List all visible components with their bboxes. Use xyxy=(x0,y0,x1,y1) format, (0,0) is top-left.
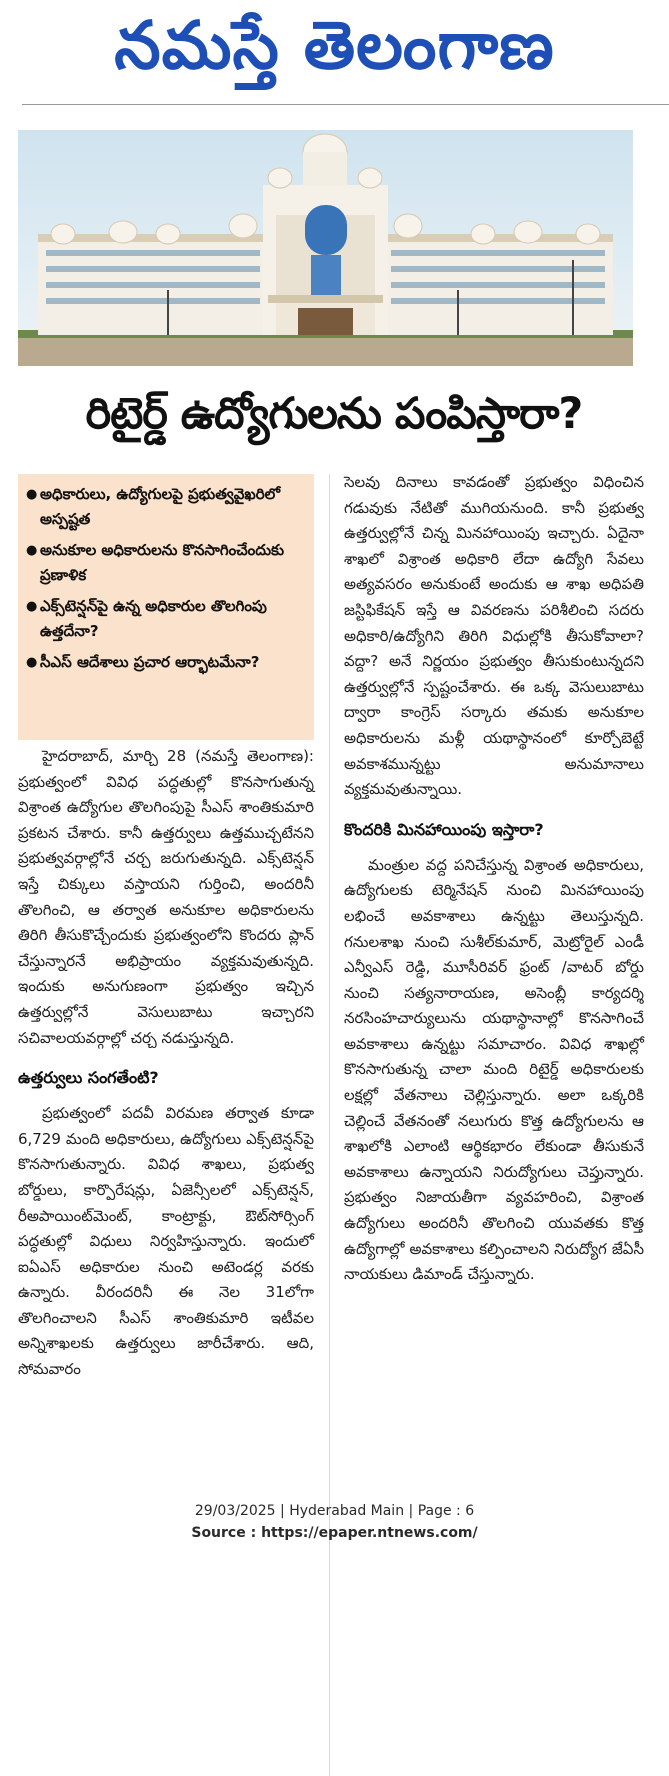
footer-dateline: 29/03/2025 | Hyderabad Main | Page : 6 xyxy=(194,1503,475,1519)
highlight-text: అనుకూల అధికారులను కొనసాగించేందుకు ప్రణాళిక xyxy=(40,541,285,584)
page-footer xyxy=(0,1500,669,1544)
body-paragraph: ప్రభుత్వంలో పదవీ విరమణ తర్వాత కూడా 6,729 మంది అధికారులు, ఉద్యోగులు ఎక్స్‌టెన్షన్‌పై కొనసాగుతున్నారు. వివిధ శాఖలు, ప్రభుత్వ బోర్డులు, కార్పొరేషన్లు, ఏజెన్సీలలో ఎక్స్‌టెన్షన్, రీఅపాయింట్‌మెంట్, కాంట్రాక్టు, ఔట్‌సోర్సింగ్ పద్ధతుల్లో విధులు నిర్వహిస్తున్నారు. ఇందులో ఐఏఎస్ అధికారుల నుంచి అటెండర్ల వరకు ఉన్నారు. వీరందరినీ ఈ నెల 31లోగా తొలగించాలని సీఎస్ శాంతికుమారి ఇటీవల అన్నిశాఖలకు ఉత్తర్వులు జారీచేశారు. ఆది, సోమవారం xyxy=(18,1104,314,1379)
section-subheading: ఉత్తర్వులు సంగతేంటి? xyxy=(18,1068,159,1088)
article-headline: రిటైర్డ్ ఉద్యోగులను పంపిస్తారా? xyxy=(85,389,583,439)
highlight-text: ఎక్స్‌టెన్షన్‌పై ఉన్న అధికారుల తొలగింపు ఉత్తదేనా? xyxy=(40,597,267,640)
highlight-item xyxy=(26,594,308,644)
bullet-icon: ● xyxy=(26,543,38,558)
article-photo xyxy=(18,130,633,366)
newspaper-title: నమస్తే తెలంగాణ xyxy=(114,7,555,84)
article-column-left xyxy=(18,744,314,1383)
secretariat-building-image xyxy=(18,130,633,366)
body-paragraph: మంత్రుల వద్ద పనిచేస్తున్న విశ్రాంత అధికారులు, ఉద్యోగులకు టెర్మినేషన్ నుంచి మినహాయింపు లభించే అవకాశాలు ఉన్నట్టు తెలుస్తున్నది. గనులశాఖ నుంచి సుశీల్‌కుమార్, మెట్రోరైల్ ఎండీ ఎన్వీఎస్ రెడ్డి, మూసీరివర్ ఫ్రంట్ /వాటర్ బోర్డు నుంచి సత్యనారాయణ, అసెంబ్లీ కార్యదర్శి నరసింహచార్యులును యథాస్థానాల్లో కొనసాగించే అవకాశాలు ఉన్నట్టు సమాచారం. వివిధ శాఖల్లో కొనసాగుతున్న చాలా మంది రిటైర్డ్ అధికారులకు లక్షల్లో వేతనాలు చెల్లిస్తున్నారు. అలా ఒక్కరికి చెల్లించే వేతనంతో నలుగురు కొత్త ఉద్యోగులను ఆ శాఖలోకి ఎలాంటి ఆర్థికభారం లేకుండా తీసుకునే అవకాశాలు ఉన్నాయని నిరుద్యోగులు చెప్తున్నారు. ప్రభుత్వం నిజాయతీగా వ్యవహరించి, విశ్రాంత ఉద్యోగులు అందరినీ తొలగించి యువతకు కొత్త ఉద్యోగాల్లో అవకాశాలు కల్పించాలని నిరుద్యోగ జేఏసీ నాయకులు డిమాండ్ చేస్తున్నారు. xyxy=(344,855,644,1284)
highlight-text: సీఎస్ ఆదేశాలు ప్రచార ఆర్భాటమేనా? xyxy=(40,653,260,671)
body-paragraph: హైదరాబాద్, మార్చి 28 (నమస్తే తెలంగాణ): ప్రభుత్వంలో వివిధ పద్ధతుల్లో కొనసాగుతున్న విశ్రాంత ఉద్యోగుల తొలగింపుపై సీఎస్ శాంతికుమారి ప్రకటన చేశారు. కానీ ఉత్తర్వులు ఉత్తముచ్చటేనని ప్రభుత్వవర్గాల్లోనే చర్చ జరుగుతున్నది. ఎక్స్‌టెన్షన్ ఇస్తే చిక్కులు వస్తాయని గుర్తించి, అందరినీ తొలగించి, ఆ తర్వాత అనుకూల అధికారులను తిరిగి తీసుకొచ్చేందుకు ప్రభుత్వంలోని కొందరు ప్లాన్ చేస్తున్నారనే అభిప్రాయం వ్యక్తమవుతున్నది. ఇందుకు అనుగుణంగా ప్రభుత్వం ఇచ్చిన ఉత్తర్వుల్లోనే వెసులుబాటు ఇచ్చారని సచివాలయవర్గాల్లో చర్చ నడుస్తున్నది. xyxy=(18,747,314,1047)
bullet-icon: ● xyxy=(26,599,38,614)
column-divider xyxy=(329,474,330,1776)
highlights-box xyxy=(18,474,314,740)
article-column-right xyxy=(344,470,644,1288)
highlight-item xyxy=(26,538,308,588)
highlight-text: అధికారులు, ఉద్యోగులపై ప్రభుత్వవైఖరిలో అస్పష్టత xyxy=(40,485,281,528)
highlight-item xyxy=(26,482,308,532)
bullet-icon: ● xyxy=(26,655,38,670)
masthead xyxy=(0,0,669,106)
body-paragraph: సెలవు దినాలు కావడంతో ప్రభుత్వం విధించిన గడువుకు నేటితో ముగియనుంది. కానీ ప్రభుత్వ ఉత్తర్వుల్లోనే చిన్న మినహాయింపు ఇచ్చారు. ఏదైనా శాఖలో విశ్రాంత అధికారి లేదా ఉద్యోగి సేవలు అత్యవసరం అనుకుంటే అందుకు ఆ శాఖ అధిపతి జస్టిఫికేషన్ ఇస్తే ఆ వివరణను పరిశీలించి సదరు అధికారి/ఉద్యోగిని తిరిగి విధుల్లోకి తీసుకోవాలా? వద్దా? అనే నిర్ణయం ప్రభుత్వం తీసుకుంటున్నదని ఉత్తర్వుల్లోనే స్పష్టంచేశారు. ఈ ఒక్క వెసులుబాటు ద్వారా కాంగ్రెస్ సర్కారు తమకు అనుకూల అధికారులను మళ్లీ యథాస్థానంలో కూర్చోబెట్టే అవకాశమున్నట్టు అనుమానాలు వ్యక్తమవుతున్నాయి. xyxy=(344,473,644,799)
masthead-rule xyxy=(22,104,669,105)
bullet-icon: ● xyxy=(26,487,38,502)
highlight-item xyxy=(26,650,308,675)
footer-source: Source : https://epaper.ntnews.com/ xyxy=(191,1525,478,1541)
section-subheading: కొందరికి మినహాయింపు ఇస్తారా? xyxy=(344,819,544,839)
